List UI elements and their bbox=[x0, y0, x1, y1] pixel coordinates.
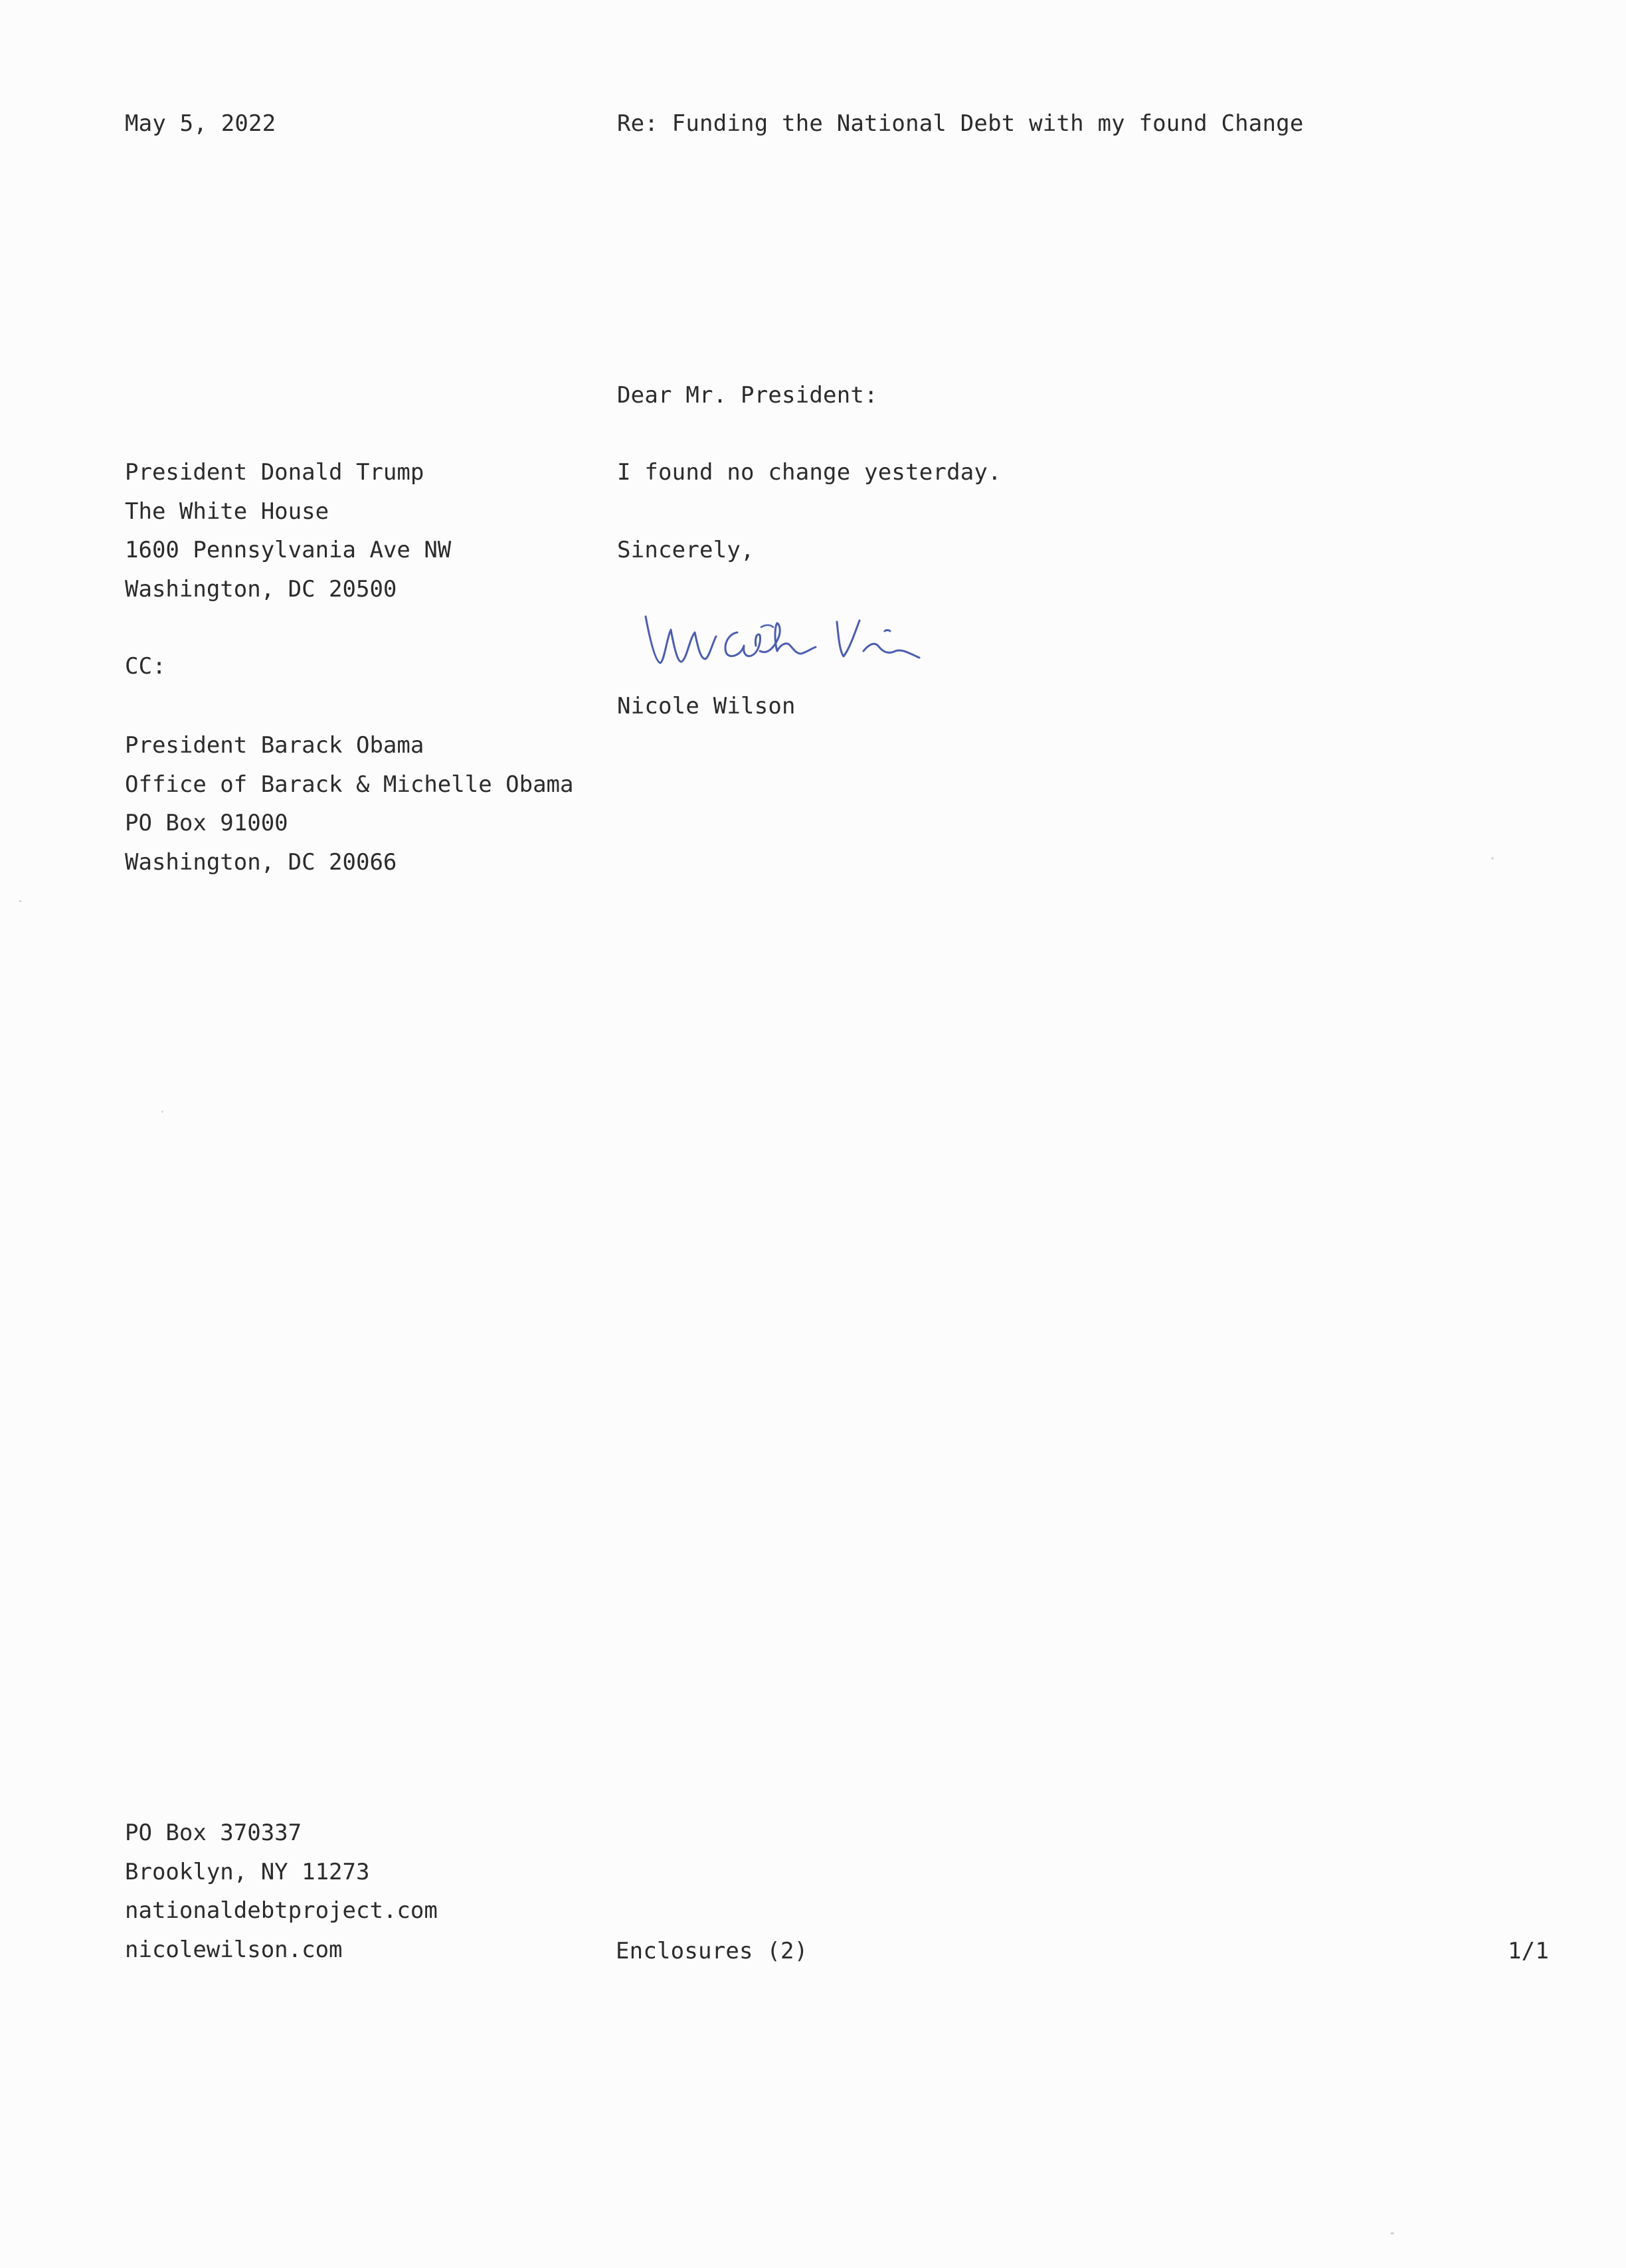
recipient-line: The White House bbox=[125, 498, 329, 525]
cc-line: President Barack Obama bbox=[125, 732, 424, 759]
cc-line: Washington, DC 20066 bbox=[125, 848, 397, 876]
letter-date: May 5, 2022 bbox=[125, 110, 276, 137]
enclosures-note: Enclosures (2) bbox=[616, 1938, 808, 1964]
footer-line: PO Box 370337 bbox=[125, 1820, 302, 1846]
footer-address bbox=[125, 1814, 438, 1969]
paper-speck bbox=[19, 900, 22, 902]
recipient-line: 1600 Pennsylvania Ave NW bbox=[125, 537, 452, 563]
handwritten-signature bbox=[638, 598, 956, 678]
cc-label: CC: bbox=[125, 653, 167, 680]
recipient-line: Washington, DC 20500 bbox=[125, 575, 397, 603]
cc-address bbox=[125, 726, 574, 882]
page-number: 1/1 bbox=[1508, 1938, 1550, 1964]
recipient-address bbox=[125, 453, 451, 609]
footer-line: Brooklyn, NY 11273 bbox=[125, 1858, 370, 1885]
closing: Sincerely, bbox=[617, 537, 755, 563]
letter-body: I found no change yesterday. bbox=[617, 459, 1002, 486]
salutation: Dear Mr. President: bbox=[617, 382, 878, 409]
paper-speck bbox=[1491, 857, 1494, 860]
paper-speck bbox=[1390, 2232, 1394, 2235]
cc-line: Office of Barack & Michelle Obama bbox=[125, 771, 574, 798]
signer-name: Nicole Wilson bbox=[617, 693, 796, 719]
paper-speck bbox=[161, 1111, 163, 1113]
recipient-line: President Donald Trump bbox=[125, 459, 424, 486]
letter-subject: Re: Funding the National Debt with my found Change bbox=[617, 110, 1304, 137]
footer-line: nicolewilson.com bbox=[125, 1936, 343, 1963]
cc-line: PO Box 91000 bbox=[125, 810, 288, 836]
footer-line: nationaldebtproject.com bbox=[125, 1897, 438, 1924]
